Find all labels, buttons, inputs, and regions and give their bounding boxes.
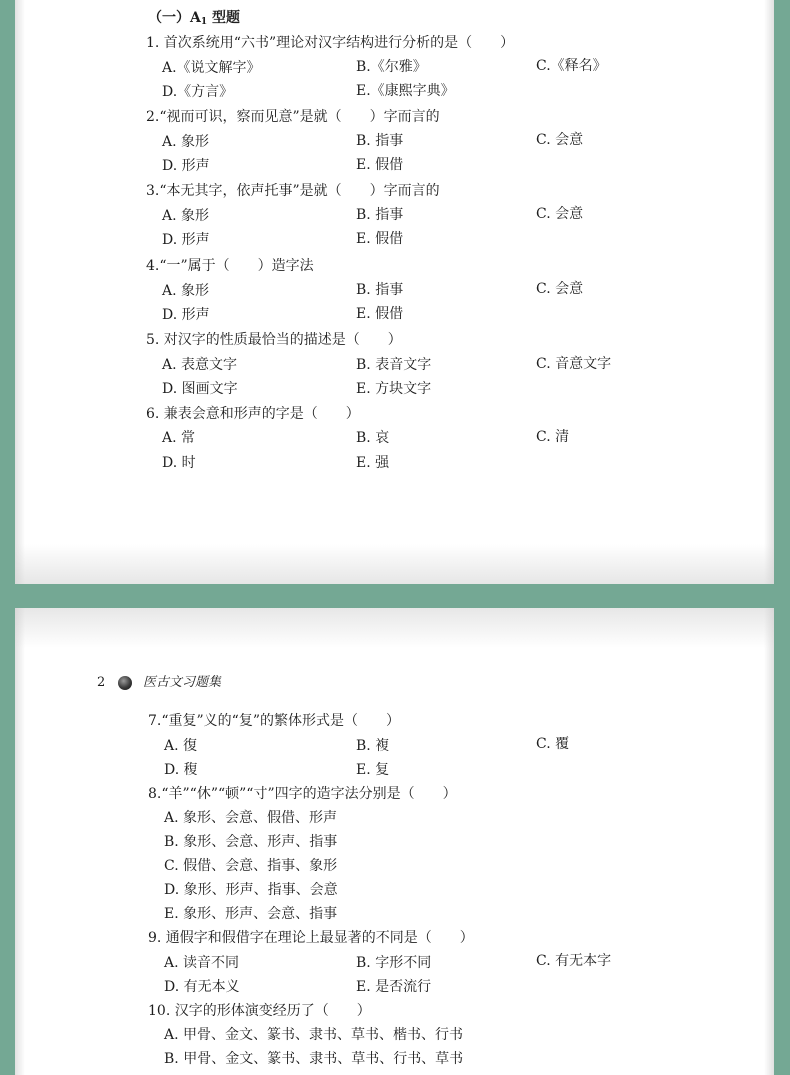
option: E. 假借 <box>356 157 404 173</box>
option: D. 形声 <box>162 158 210 174</box>
option: A. 象形 <box>162 283 210 299</box>
question-stem: 3.“本无其字，依声托事”是就（ ）字而言的 <box>146 183 440 199</box>
option: C. 假借、会意、指事、象形 <box>164 858 338 874</box>
option: A. 象形、会意、假借、形声 <box>164 810 338 826</box>
option: D. 象形、形声、指事、会意 <box>164 882 338 898</box>
option: A. 象形 <box>162 134 210 150</box>
option: A.《说文解字》 <box>162 60 261 76</box>
option: D. 形声 <box>162 232 210 248</box>
option: B. 甲骨、金文、篆书、隶书、草书、行书、草书 <box>164 1051 464 1067</box>
option: A. 读音不同 <box>164 955 240 971</box>
option: E. 是否流行 <box>356 979 432 995</box>
option: E. 假借 <box>356 306 404 322</box>
question-stem: 9. 通假字和假借字在理论上最显著的不同是（ ） <box>148 930 474 946</box>
option: B. 指事 <box>356 133 404 149</box>
document-page-2 <box>15 608 774 1075</box>
document-page-1 <box>15 0 774 584</box>
option: E. 假借 <box>356 231 404 247</box>
question-stem: 7.“重复”义的“复”的繁体形式是（ ） <box>148 713 400 729</box>
question-stem: 2.“视而可识，察而见意”是就（ ）字而言的 <box>146 109 440 125</box>
option: B. 指事 <box>356 282 404 298</box>
option: C. 清 <box>536 429 570 445</box>
option: C. 覆 <box>536 736 570 752</box>
option: C. 会意 <box>536 281 584 297</box>
option: D. 时 <box>162 455 196 471</box>
option: C. 有无本字 <box>536 953 612 969</box>
option: D. 形声 <box>162 307 210 323</box>
question-stem: 8.“羊”“休”“顿”“寸”四字的造字法分别是（ ） <box>148 786 457 802</box>
option: B. 指事 <box>356 207 404 223</box>
option: A. 象形 <box>162 208 210 224</box>
option: E. 象形、形声、会意、指事 <box>164 906 338 922</box>
option: D.《方言》 <box>162 84 234 100</box>
option: A. 復 <box>164 738 198 754</box>
option: B.《尔雅》 <box>356 59 427 75</box>
option: A. 常 <box>162 430 196 446</box>
option: D. 稪 <box>164 762 198 778</box>
option: B. 複 <box>356 738 390 754</box>
option: B. 表音文字 <box>356 357 432 373</box>
option: D. 有无本义 <box>164 979 240 995</box>
question-stem: 5. 对汉字的性质最恰当的描述是（ ） <box>146 332 402 348</box>
option: E.《康熙字典》 <box>356 83 455 99</box>
question-stem: 6. 兼表会意和形声的字是（ ） <box>146 406 360 422</box>
option: E. 方块文字 <box>356 381 432 397</box>
option: C. 音意文字 <box>536 356 612 372</box>
running-header-title: 医古文习题集 <box>143 675 222 690</box>
option: E. 强 <box>356 455 390 471</box>
question-stem: 10. 汉字的形体演变经历了（ ） <box>148 1003 371 1019</box>
option: C.《释名》 <box>536 58 607 74</box>
question-stem: 1. 首次系统用“六书”理论对汉字结构进行分析的是（ ） <box>146 35 515 51</box>
page-number: 2 <box>97 675 106 690</box>
section-heading: （一）$A_1$ 型题 <box>148 10 241 27</box>
book-logo-icon <box>118 676 132 690</box>
option: A. 表意文字 <box>162 357 238 373</box>
option: E. 复 <box>356 762 390 778</box>
option: B. 象形、会意、形声、指事 <box>164 834 338 850</box>
option: A. 甲骨、金文、篆书、隶书、草书、楷书、行书 <box>164 1027 464 1043</box>
option: C. 会意 <box>536 132 584 148</box>
option: D. 图画文字 <box>162 381 238 397</box>
option: C. 会意 <box>536 206 584 222</box>
option: B. 字形不同 <box>356 955 432 971</box>
option: B. 哀 <box>356 430 390 446</box>
question-stem: 4.“一”属于（ ）造字法 <box>146 258 314 274</box>
